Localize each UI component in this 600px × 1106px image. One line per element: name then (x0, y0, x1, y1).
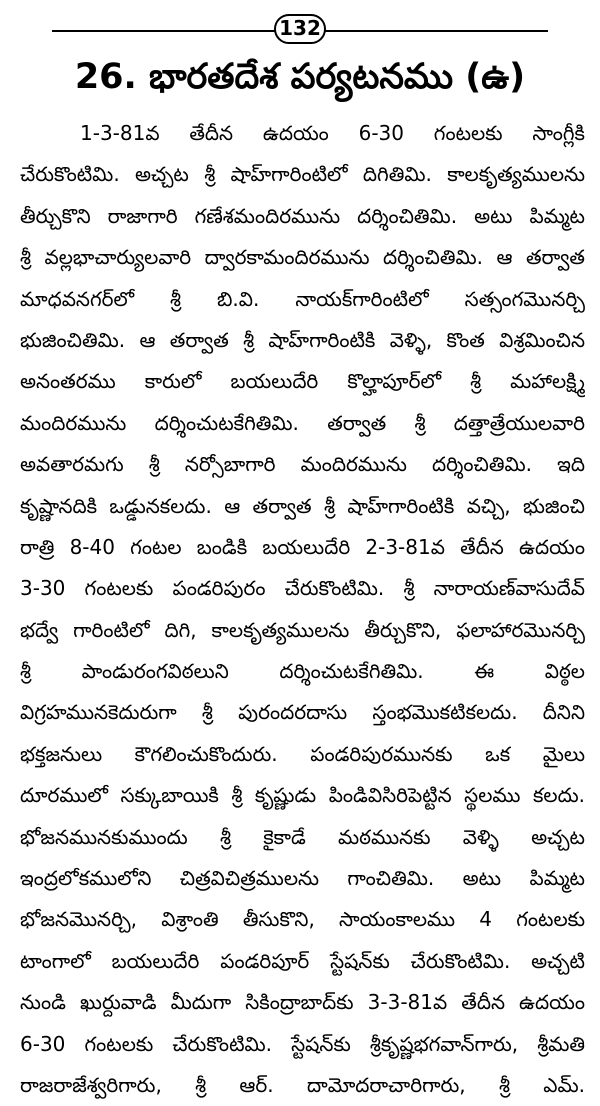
body-paragraph (20, 113, 585, 1106)
text-line: శ్రీ వల్లభాచార్యులవారి ద్వారకామందిరమును దర్శించితిమి. ఆ తర్వాత (20, 245, 585, 270)
text-line: అనంతరము కారులో బయలుదేరి కొల్హాపూర్‌లో శ్రీ మహాలక్ష్మి (20, 369, 585, 394)
text-line: కృష్ణానదికి ఒడ్డునకలదు. ఆ తర్వాత శ్రీ షాహ్‌గారింటికి వచ్చి, భుజించి (20, 493, 585, 518)
text-line: భద్వే గారింటిలో దిగి, కాలకృత్యములను తీర్చుకొని, ఫలాహారమొనర్చి (20, 617, 585, 642)
page-number: 132 (274, 14, 326, 44)
text-line: దూరములో సక్కుబాయికి శ్రీ కృష్ణుడు పిండివిసిరిపెట్టిన స్థలము కలదు. (20, 783, 585, 808)
text-line: భోజనమొనర్చి, విశ్రాంతి తీసుకొని, సాయంకాలము 4 గంటలకు (20, 907, 585, 932)
text-line: భుజించితిమి. ఆ తర్వాత శ్రీ షాహ్‌గారింటికి వెళ్ళి, కొంత విశ్రమించిన (20, 327, 585, 352)
text-line: భక్తజనులు కౌగలించుకొందురు. పండరిపురమునకు ఒక మైలు (20, 741, 585, 766)
text-line: నుండి ఖుర్దువాడి మీదుగా సికింద్రాబాద్‌కు 3-3-81వ తేదీన ఉదయం (20, 990, 585, 1015)
chapter-title: 26. భారతదేశ పర్యటనము (ఉ) (74, 57, 526, 97)
text-line: తీర్చుకొని రాజాగారి గణేశమందిరమును దర్శించితిమి. అటు పిమ్మట (20, 203, 585, 228)
text-line: చేరుకొంటిమి. అచ్చట శ్రీ షాహ్‌గారింటిలో దిగితిమి. కాలకృత్యములను (20, 162, 585, 187)
text-line: శ్రీ పాండురంగవిఠలుని దర్శించుటకేగితిమి. ఈ విఠ్ఠల (20, 659, 585, 684)
text-line: రాజరాజేశ్వరిగారు, శ్రీ ఆర్. దామోదరాచారిగారు, శ్రీ ఎమ్. (20, 1072, 585, 1097)
text-line: రాత్రి 8-40 గంటల బండికి బయలుదేరి 2-3-81వ తేదీన ఉదయం (20, 534, 585, 559)
text-line: భోజనమునకుముందు శ్రీ కైకాడే మఠమునకు వెళ్ళి అచ్చట (20, 824, 585, 849)
text-line: 6-30 గంటలకు చేరుకొంటిమి. స్టేషన్‌కు శ్రీకృష్ణభగవాన్‌గారు, శ్రీమతి (20, 1031, 585, 1056)
text-line: 1-3-81వ తేదీన ఉదయం 6-30 గంటలకు సాంగ్లీకి (80, 121, 585, 145)
text-line: 3-30 గంటలకు పండరిపురం చేరుకొంటిమి. శ్రీ నారాయణ్‌వాసుదేవ్ (20, 576, 585, 601)
text-line: మందిరమును దర్శించుటకేగితిమి. తర్వాత శ్రీ దత్తాత్రేయులవారి (20, 410, 585, 435)
text-line: టాంగాలో బయలుదేరి పండరిపూర్ స్టేషన్‌కు చేరుకొంటిమి. అచ్చటి (20, 948, 585, 973)
text-line: విగ్రహమునకెదురుగా శ్రీ పురందరదాసు స్తంభమొకటికలదు. దీనిని (20, 700, 585, 725)
text-line: అవతారమగు శ్రీ నర్సోబాగారి మందిరమును దర్శించితిమి. ఇది (20, 452, 585, 477)
text-line: మాధవనగర్‌లో శ్రీ బి.వి. నాయక్‌గారింటిలో సత్సంగమొనర్చి (20, 286, 585, 311)
text-line: ఇంద్రలోకములోని చిత్రవిచిత్రములను గాంచితిమి. అటు పిమ్మట (20, 866, 585, 891)
